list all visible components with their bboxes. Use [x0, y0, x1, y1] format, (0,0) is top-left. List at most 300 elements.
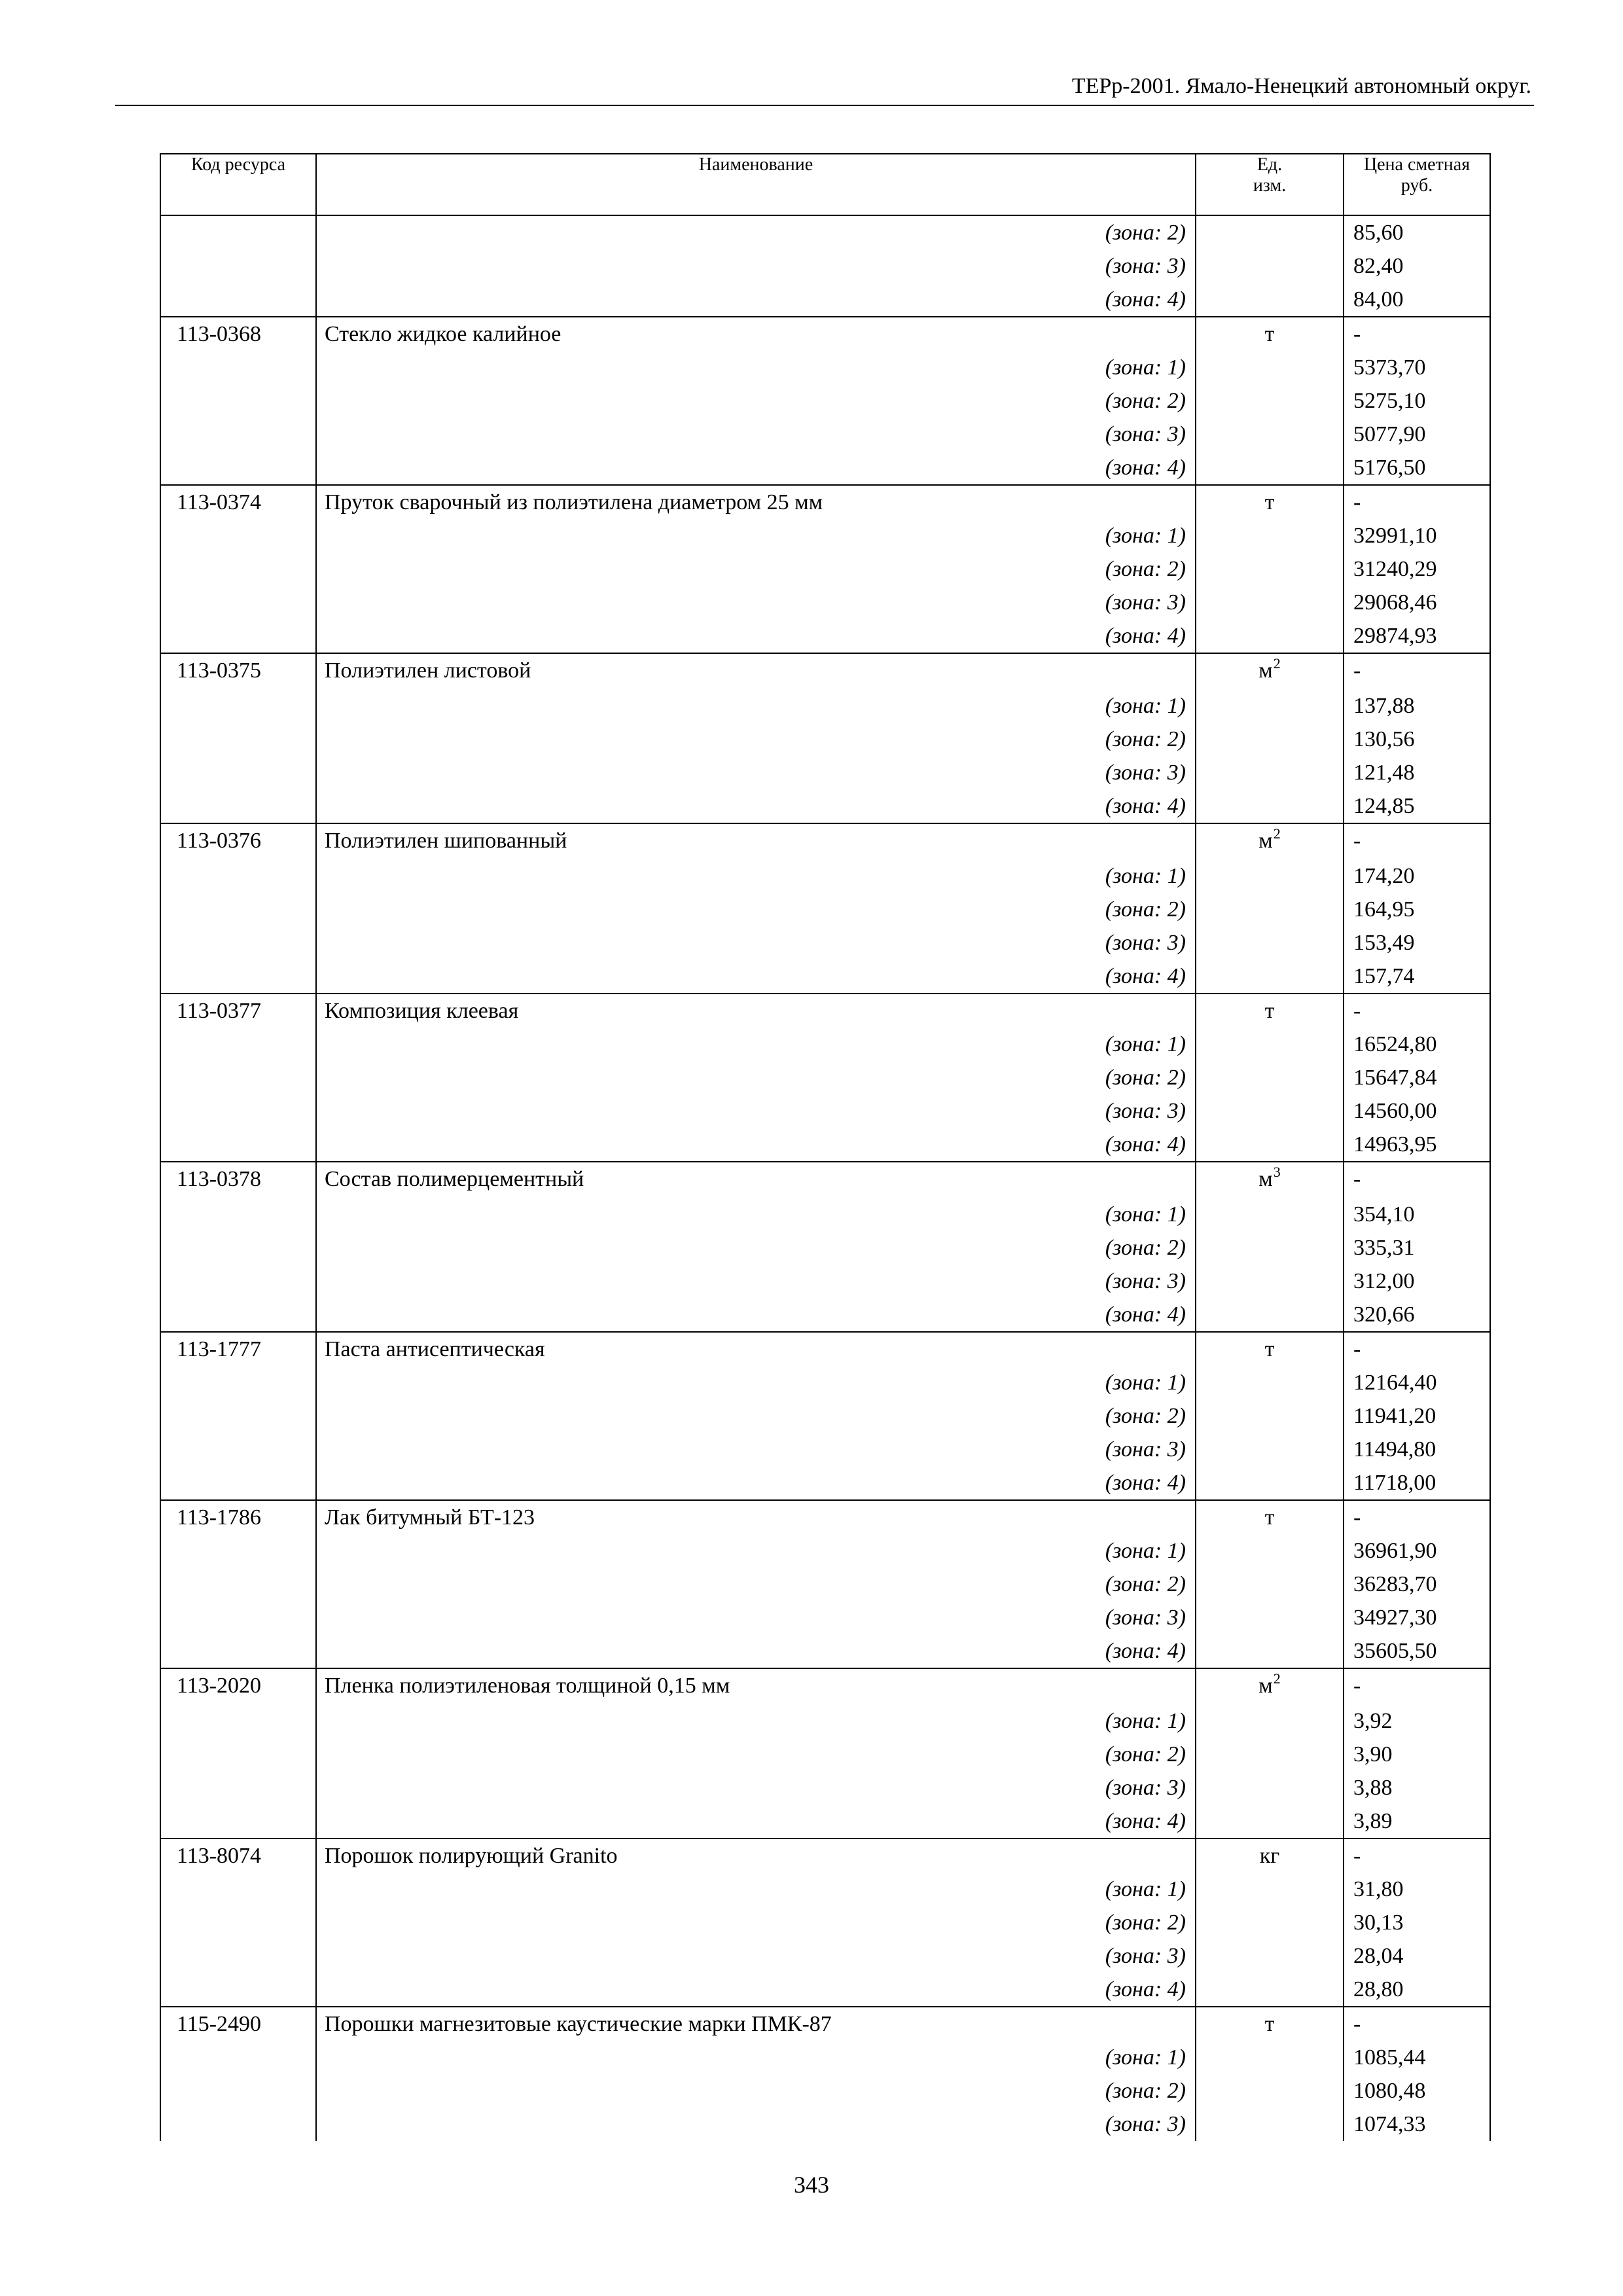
- column-header-price-text: Цена сметная руб.: [1363, 154, 1471, 196]
- table-body: [160, 215, 1490, 2141]
- zone-price: 14963,95: [1344, 1128, 1490, 1162]
- zone-price: 335,31: [1344, 1231, 1490, 1265]
- zone-label: (зона: 4): [316, 1634, 1196, 1668]
- unit-cell: [1196, 1804, 1344, 1839]
- unit-cell: [1196, 519, 1344, 552]
- resource-code-cell: [160, 1094, 316, 1128]
- resource-row: [160, 317, 1490, 351]
- column-header-price: [1344, 154, 1490, 215]
- table-row: [160, 1738, 1490, 1771]
- unit-cell: [1196, 859, 1344, 893]
- unit-text: т: [1264, 1505, 1275, 1530]
- table-row: [160, 1466, 1490, 1500]
- zone-label: (зона: 3): [316, 418, 1196, 451]
- resource-code-cell: [160, 1231, 316, 1265]
- zone-label: (зона: 3): [316, 1939, 1196, 1973]
- zone-label: (зона: 2): [316, 2074, 1196, 2108]
- resource-row: [160, 1839, 1490, 1873]
- resource-code-cell: [160, 723, 316, 756]
- unit-text: м: [1258, 1674, 1273, 1698]
- table-row: [160, 283, 1490, 317]
- resource-price: -: [1344, 653, 1490, 689]
- resource-unit: [1196, 317, 1344, 351]
- resource-name: Пруток сварочный из полиэтилена диаметром 25 мм: [316, 485, 1196, 519]
- resource-unit: [1196, 1500, 1344, 1534]
- zone-price: 1074,33: [1344, 2108, 1490, 2141]
- unit-cell: [1196, 1601, 1344, 1634]
- zone-price: 31,80: [1344, 1873, 1490, 1906]
- table-row: [160, 756, 1490, 789]
- unit-cell: [1196, 756, 1344, 789]
- zone-label: (зона: 1): [316, 1873, 1196, 1906]
- table-row: [160, 1061, 1490, 1094]
- table-row: [160, 1973, 1490, 2007]
- zone-label: (зона: 4): [316, 960, 1196, 994]
- resource-price: -: [1344, 1839, 1490, 1873]
- table-row: [160, 960, 1490, 994]
- resource-code-cell: [160, 1399, 316, 1433]
- zone-label: (зона: 1): [316, 1704, 1196, 1738]
- resource-unit: [1196, 653, 1344, 689]
- unit-superscript: 3: [1273, 1164, 1281, 1180]
- zone-label: (зона: 2): [316, 1061, 1196, 1094]
- zone-price: 130,56: [1344, 723, 1490, 756]
- zone-label: (зона: 3): [316, 586, 1196, 619]
- resource-unit: [1196, 994, 1344, 1028]
- unit-cell: [1196, 1568, 1344, 1601]
- table-row: [160, 1433, 1490, 1466]
- resource-code: 113-0377: [160, 994, 316, 1028]
- resource-code-cell: [160, 756, 316, 789]
- unit-cell: [1196, 552, 1344, 586]
- table-row: [160, 384, 1490, 418]
- zone-price: 3,89: [1344, 1804, 1490, 1839]
- table-row: [160, 1128, 1490, 1162]
- zone-label: (зона: 3): [316, 1771, 1196, 1804]
- header-rule: [115, 105, 1534, 106]
- zone-label: (зона: 1): [316, 689, 1196, 723]
- unit-cell: [1196, 586, 1344, 619]
- resource-code-cell: [160, 418, 316, 451]
- zone-price: 121,48: [1344, 756, 1490, 789]
- unit-cell: [1196, 283, 1344, 317]
- unit-cell: [1196, 1231, 1344, 1265]
- zone-price: 14560,00: [1344, 1094, 1490, 1128]
- unit-cell: [1196, 1771, 1344, 1804]
- table-row: [160, 1298, 1490, 1332]
- table-row: [160, 689, 1490, 723]
- zone-label: (зона: 1): [316, 2041, 1196, 2074]
- resource-code-cell: [160, 2074, 316, 2108]
- table-row: [160, 1601, 1490, 1634]
- zone-label: (зона: 3): [316, 2108, 1196, 2141]
- resource-code-cell: [160, 1568, 316, 1601]
- table-row: [160, 789, 1490, 823]
- unit-cell: [1196, 1265, 1344, 1298]
- unit-cell: [1196, 723, 1344, 756]
- resource-code-cell: [160, 249, 316, 283]
- unit-cell: [1196, 2108, 1344, 2141]
- unit-cell: [1196, 1534, 1344, 1568]
- resource-code-cell: [160, 859, 316, 893]
- zone-price: 5077,90: [1344, 418, 1490, 451]
- resource-code-cell: [160, 1939, 316, 1973]
- table-row: [160, 1028, 1490, 1061]
- zone-price: 29068,46: [1344, 586, 1490, 619]
- zone-label: (зона: 1): [316, 1534, 1196, 1568]
- resource-name: Порошок полирующий Granito: [316, 1839, 1196, 1873]
- zone-price: 36283,70: [1344, 1568, 1490, 1601]
- resource-code-cell: [160, 789, 316, 823]
- table-row: [160, 1366, 1490, 1399]
- resource-price: -: [1344, 1332, 1490, 1366]
- unit-cell: [1196, 619, 1344, 653]
- unit-cell: [1196, 926, 1344, 960]
- unit-cell: [1196, 1873, 1344, 1906]
- zone-price: 12164,40: [1344, 1366, 1490, 1399]
- unit-cell: [1196, 249, 1344, 283]
- zone-price: 85,60: [1344, 215, 1490, 249]
- resource-code: 113-0375: [160, 653, 316, 689]
- table-row: [160, 552, 1490, 586]
- table-row: [160, 1198, 1490, 1231]
- zone-price: 312,00: [1344, 1265, 1490, 1298]
- unit-text: кг: [1259, 1844, 1280, 1868]
- unit-cell: [1196, 789, 1344, 823]
- resource-price: -: [1344, 1500, 1490, 1534]
- unit-cell: [1196, 1939, 1344, 1973]
- zone-price: 35605,50: [1344, 1634, 1490, 1668]
- unit-cell: [1196, 893, 1344, 926]
- table-row: [160, 1771, 1490, 1804]
- zone-label: (зона: 1): [316, 351, 1196, 384]
- resource-name: Композиция клеевая: [316, 994, 1196, 1028]
- zone-label: (зона: 2): [316, 384, 1196, 418]
- resource-price: -: [1344, 2007, 1490, 2041]
- zone-price: 32991,10: [1344, 519, 1490, 552]
- resource-code-cell: [160, 1028, 316, 1061]
- unit-cell: [1196, 1906, 1344, 1939]
- resource-price: -: [1344, 994, 1490, 1028]
- table-row: [160, 1399, 1490, 1433]
- unit-text: м: [1258, 829, 1273, 853]
- running-header: ТЕРр-2001. Ямало-Ненецкий автономный округ.: [1071, 74, 1531, 98]
- zone-label: (зона: 2): [316, 215, 1196, 249]
- unit-cell: [1196, 1399, 1344, 1433]
- unit-cell: [1196, 2074, 1344, 2108]
- resource-code-cell: [160, 1366, 316, 1399]
- column-header-unit-text: Ед. изм.: [1253, 154, 1287, 196]
- zone-price: 5176,50: [1344, 451, 1490, 485]
- zone-label: (зона: 3): [316, 1265, 1196, 1298]
- zone-label: (зона: 2): [316, 1906, 1196, 1939]
- zone-price: 3,90: [1344, 1738, 1490, 1771]
- zone-price: 153,49: [1344, 926, 1490, 960]
- resource-name: Паста антисептическая: [316, 1332, 1196, 1366]
- unit-cell: [1196, 1433, 1344, 1466]
- zone-label: (зона: 4): [316, 619, 1196, 653]
- column-header-unit: [1196, 154, 1344, 215]
- unit-text: т: [1264, 490, 1275, 514]
- zone-label: (зона: 3): [316, 756, 1196, 789]
- zone-label: (зона: 2): [316, 1399, 1196, 1433]
- resource-row: [160, 653, 1490, 689]
- resource-code: 113-1786: [160, 1500, 316, 1534]
- resource-row: [160, 2007, 1490, 2041]
- resource-price: -: [1344, 823, 1490, 859]
- resource-code-cell: [160, 689, 316, 723]
- zone-label: (зона: 4): [316, 789, 1196, 823]
- unit-cell: [1196, 418, 1344, 451]
- resource-row: [160, 1162, 1490, 1198]
- resource-code-cell: [160, 1128, 316, 1162]
- resource-code: 113-1777: [160, 1332, 316, 1366]
- resource-row: [160, 1332, 1490, 1366]
- unit-cell: [1196, 215, 1344, 249]
- zone-label: (зона: 1): [316, 519, 1196, 552]
- table-row: [160, 893, 1490, 926]
- table-row: [160, 723, 1490, 756]
- resource-unit: [1196, 485, 1344, 519]
- zone-price: 124,85: [1344, 789, 1490, 823]
- zone-price: 320,66: [1344, 1298, 1490, 1332]
- table-row: [160, 1939, 1490, 1973]
- resource-code-cell: [160, 926, 316, 960]
- unit-cell: [1196, 960, 1344, 994]
- resource-code-cell: [160, 586, 316, 619]
- resource-code: 113-0376: [160, 823, 316, 859]
- resource-code-cell: [160, 351, 316, 384]
- resource-code-cell: [160, 283, 316, 317]
- zone-label: (зона: 4): [316, 283, 1196, 317]
- zone-label: (зона: 3): [316, 926, 1196, 960]
- resource-code: 113-8074: [160, 1839, 316, 1873]
- column-header-code: Код ресурса: [160, 154, 316, 215]
- unit-superscript: 2: [1273, 825, 1281, 842]
- zone-price: 1080,48: [1344, 2074, 1490, 2108]
- resource-code-cell: [160, 1634, 316, 1668]
- table-row: [160, 418, 1490, 451]
- unit-cell: [1196, 2041, 1344, 2074]
- zone-label: (зона: 4): [316, 1298, 1196, 1332]
- zone-price: 30,13: [1344, 1906, 1490, 1939]
- zone-price: 84,00: [1344, 283, 1490, 317]
- resource-unit: [1196, 1839, 1344, 1873]
- unit-cell: [1196, 1738, 1344, 1771]
- table-row: [160, 1231, 1490, 1265]
- zone-label: (зона: 1): [316, 1366, 1196, 1399]
- unit-superscript: 2: [1273, 1670, 1281, 1687]
- zone-price: 28,04: [1344, 1939, 1490, 1973]
- table-row: [160, 2041, 1490, 2074]
- table-row: [160, 1873, 1490, 1906]
- resource-price: -: [1344, 1162, 1490, 1198]
- resource-row: [160, 1500, 1490, 1534]
- resource-name: Стекло жидкое калийное: [316, 317, 1196, 351]
- resource-name: Полиэтилен шипованный: [316, 823, 1196, 859]
- table-row: [160, 249, 1490, 283]
- resource-unit: [1196, 1162, 1344, 1198]
- zone-label: (зона: 2): [316, 1738, 1196, 1771]
- unit-text: т: [1264, 322, 1275, 346]
- zone-label: (зона: 2): [316, 1231, 1196, 1265]
- table-row: [160, 2108, 1490, 2141]
- zone-label: (зона: 1): [316, 1198, 1196, 1231]
- resource-code-cell: [160, 1601, 316, 1634]
- zone-label: (зона: 2): [316, 1568, 1196, 1601]
- resource-code-cell: [160, 960, 316, 994]
- resource-unit: [1196, 1332, 1344, 1366]
- resource-unit: [1196, 2007, 1344, 2041]
- resource-code-cell: [160, 1265, 316, 1298]
- table-row: [160, 215, 1490, 249]
- unit-cell: [1196, 1466, 1344, 1500]
- resource-code: 113-0374: [160, 485, 316, 519]
- zone-label: (зона: 2): [316, 723, 1196, 756]
- unit-cell: [1196, 689, 1344, 723]
- zone-label: (зона: 3): [316, 1094, 1196, 1128]
- resource-code-cell: [160, 519, 316, 552]
- resource-code-cell: [160, 451, 316, 485]
- resource-code-cell: [160, 1873, 316, 1906]
- zone-price: 31240,29: [1344, 552, 1490, 586]
- zone-price: 137,88: [1344, 689, 1490, 723]
- resource-code: 113-2020: [160, 1668, 316, 1704]
- resource-code-cell: [160, 1466, 316, 1500]
- table-row: [160, 1094, 1490, 1128]
- zone-price: 5275,10: [1344, 384, 1490, 418]
- resource-code-cell: [160, 1738, 316, 1771]
- zone-price: 3,88: [1344, 1771, 1490, 1804]
- table-row: [160, 1804, 1490, 1839]
- unit-cell: [1196, 1298, 1344, 1332]
- zone-price: 157,74: [1344, 960, 1490, 994]
- unit-cell: [1196, 1128, 1344, 1162]
- price-table: [160, 153, 1491, 2141]
- unit-superscript: 2: [1273, 655, 1281, 672]
- unit-cell: [1196, 1028, 1344, 1061]
- zone-label: (зона: 2): [316, 552, 1196, 586]
- resource-code-cell: [160, 1433, 316, 1466]
- resource-code-cell: [160, 2108, 316, 2141]
- zone-price: 3,92: [1344, 1704, 1490, 1738]
- resource-code-cell: [160, 1061, 316, 1094]
- page-number: 343: [794, 2172, 829, 2198]
- zone-label: (зона: 3): [316, 1601, 1196, 1634]
- resource-name: Состав полимерцементный: [316, 1162, 1196, 1198]
- table-row: [160, 619, 1490, 653]
- resource-code-cell: [160, 1771, 316, 1804]
- table-row: [160, 2074, 1490, 2108]
- unit-cell: [1196, 1704, 1344, 1738]
- unit-cell: [1196, 1973, 1344, 2007]
- zone-label: (зона: 4): [316, 1466, 1196, 1500]
- zone-price: 11718,00: [1344, 1466, 1490, 1500]
- column-header-name: Наименование: [316, 154, 1196, 215]
- zone-price: 82,40: [1344, 249, 1490, 283]
- zone-price: 354,10: [1344, 1198, 1490, 1231]
- resource-code-cell: [160, 1534, 316, 1568]
- zone-label: (зона: 4): [316, 1128, 1196, 1162]
- unit-text: т: [1264, 999, 1275, 1023]
- table-row: [160, 1568, 1490, 1601]
- unit-cell: [1196, 1366, 1344, 1399]
- unit-cell: [1196, 1634, 1344, 1668]
- resource-code-cell: [160, 1704, 316, 1738]
- resource-code-cell: [160, 1906, 316, 1939]
- zone-label: (зона: 3): [316, 249, 1196, 283]
- unit-cell: [1196, 1061, 1344, 1094]
- resource-code-cell: [160, 1804, 316, 1839]
- resource-price: -: [1344, 1668, 1490, 1704]
- resource-code-cell: [160, 552, 316, 586]
- resource-row: [160, 1668, 1490, 1704]
- resource-name: Пленка полиэтиленовая толщиной 0,15 мм: [316, 1668, 1196, 1704]
- resource-code: 113-0368: [160, 317, 316, 351]
- table-row: [160, 519, 1490, 552]
- resource-unit: [1196, 1668, 1344, 1704]
- zone-price: 164,95: [1344, 893, 1490, 926]
- resource-code-cell: [160, 2041, 316, 2074]
- table-row: [160, 451, 1490, 485]
- resource-code: 113-0378: [160, 1162, 316, 1198]
- unit-text: т: [1264, 2012, 1275, 2036]
- zone-price: 11941,20: [1344, 1399, 1490, 1433]
- resource-unit: [1196, 823, 1344, 859]
- zone-price: 36961,90: [1344, 1534, 1490, 1568]
- unit-text: т: [1264, 1337, 1275, 1361]
- zone-label: (зона: 1): [316, 1028, 1196, 1061]
- zone-price: 28,80: [1344, 1973, 1490, 2007]
- resource-code-cell: [160, 893, 316, 926]
- resource-code-cell: [160, 384, 316, 418]
- unit-text: м: [1258, 658, 1273, 683]
- zone-price: 5373,70: [1344, 351, 1490, 384]
- zone-label: (зона: 4): [316, 1973, 1196, 2007]
- unit-cell: [1196, 384, 1344, 418]
- table-row: [160, 1704, 1490, 1738]
- resource-price: -: [1344, 317, 1490, 351]
- resource-name: Полиэтилен листовой: [316, 653, 1196, 689]
- table-row: [160, 926, 1490, 960]
- table-row: [160, 1534, 1490, 1568]
- unit-text: м: [1258, 1167, 1273, 1191]
- table-row: [160, 351, 1490, 384]
- unit-cell: [1196, 351, 1344, 384]
- table-row: [160, 1906, 1490, 1939]
- resource-code-cell: [160, 1973, 316, 2007]
- zone-label: (зона: 1): [316, 859, 1196, 893]
- zone-label: (зона: 3): [316, 1433, 1196, 1466]
- resource-row: [160, 994, 1490, 1028]
- resource-name: Лак битумный БТ-123: [316, 1500, 1196, 1534]
- table-row: [160, 586, 1490, 619]
- zone-price: 11494,80: [1344, 1433, 1490, 1466]
- zone-price: 174,20: [1344, 859, 1490, 893]
- zone-price: 15647,84: [1344, 1061, 1490, 1094]
- zone-price: 1085,44: [1344, 2041, 1490, 2074]
- resource-row: [160, 823, 1490, 859]
- table-row: [160, 1634, 1490, 1668]
- table-header-row: [160, 154, 1490, 215]
- resource-row: [160, 485, 1490, 519]
- resource-price: -: [1344, 485, 1490, 519]
- resource-code-cell: [160, 619, 316, 653]
- resource-code: 115-2490: [160, 2007, 316, 2041]
- unit-cell: [1196, 451, 1344, 485]
- table-row: [160, 859, 1490, 893]
- zone-price: 34927,30: [1344, 1601, 1490, 1634]
